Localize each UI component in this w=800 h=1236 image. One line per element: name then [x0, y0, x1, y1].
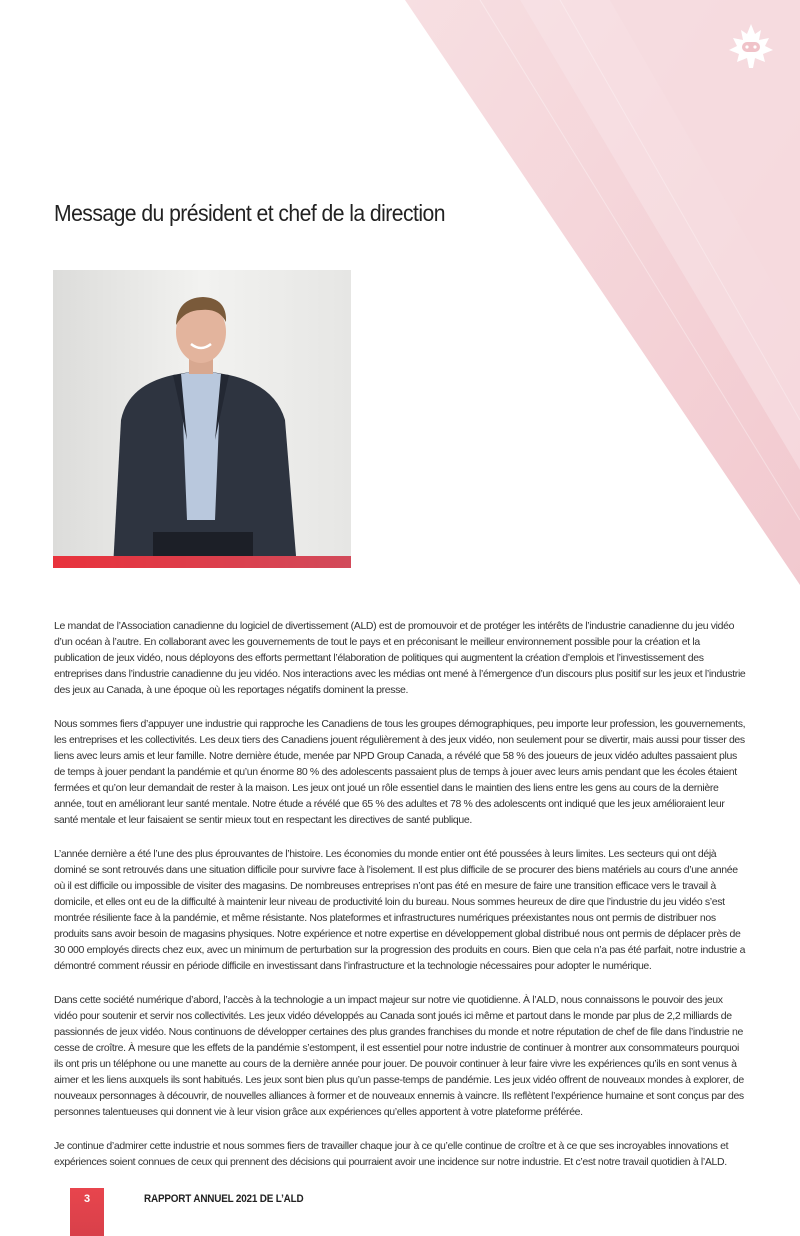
paragraph-1: Le mandat de l’Association canadienne du logiciel de divertissement (ALD) est de promouvoir et de protéger les intérêts de l’industrie canadienne du jeu vidéo d’un océan à l’autre. En collaborant avec les gouvernements de tout le pays et en préconisant le meilleur environnement possible pour la création et la publication de jeux vidéo, nous déployons des efforts permettant l’élaboration de politiques qui augmentent la création d’emplois et l’investissement des entreprises dans l’industrie canadienne du jeu vidéo. Nos interactions avec les médias ont mené à l’émergence d’un discours plus positif sur les jeux et l’industrie des jeux au Canada, à une époque où les reportages négatifs dominent la presse. — [54, 620, 746, 696]
footer-label: RAPPORT ANNUEL 2021 DE L’ALD — [144, 1193, 304, 1205]
paragraph-4: Dans cette société numérique d’abord, l’accès à la technologie a un impact majeur sur notre vie quotidienne. À l’ALD, nous connaissons le pouvoir des jeux vidéo pour soutenir et servir nos collectivités. Les jeux vidéo développés au Canada sont joués ici même et partout dans le monde par plus de 2,2 milliards de passionnés de jeux vidéo. Nous continuons de développer certaines des plus grandes franchises du monde et notre réputation de chef de file dans l’industrie ne cesse de croître. À mesure que les effets de la pandémie s’estompent, il est essentiel pour notre industrie de continuer à montrer aux consommateurs pourquoi ils ont pris un téléphone ou une manette au cours de la dernière année pour jouer. De pouvoir continuer à leur faire vivre les expériences qu’ils en sont venus à aimer et les liens auxquels ils sont habitués. Les jeux sont bien plus qu’un passe-temps de pandémie. Les jeux vidéo offrent de nouveaux mondes à explorer, de nouveaux personnages à découvrir, de nouvelles alliances à former et de nouveaux ennemis à vaincre. Ils reflètent l’expérience humaine et sont conçus par des personnes talentueuses qui donnent vie à leur vision grâce aux expériences qu’elles apportent à votre plateforme préférée. — [54, 994, 744, 1118]
maple-leaf-controller-icon — [727, 22, 775, 70]
paragraph-3: L’année dernière a été l’une des plus éprouvantes de l’histoire. Les économies du monde entier ont été poussées à leurs limites. Les secteurs qui ont déjà dominé se sont retrouvés dans une situation difficile pour survivre face à l’isolement. Il est plus difficile de se procurer des biens matériels au cours d’une année où il est difficile ou impossible de visiter des magasins. De nombreuses entreprises n’ont pas été en mesure de faire une transition efficace vers le travail à domicile, et elles ont eu de la difficulté à maintenir leur niveau de productivité loin du bureau. Nous sommes heureux de dire que l’industrie du jeu vidéo s’est montrée résiliente face à la pandémie, et même résistante. Nos plateformes et infrastructures numériques préexistantes nous ont permis de distribuer nos produits sans avoir besoin de magasins physiques. Notre expérience et notre expertise en développement global distribué nous ont permis de déplacer près de 30 000 employés directs chez eux, avec un minimum de perturbation sur la progression des produits en cours. Bien que cela n’a pas été parfait, notre industrie a démontré comment réussir en période difficile en investissant dans l’infrastructure et la technologie nécessaires pour adopter le numérique. — [54, 848, 746, 972]
paragraph-2: Nous sommes fiers d’appuyer une industrie qui rapproche les Canadiens de tous les groupes démographiques, peu importe leur profession, les gouvernements, les entreprises et les collectivités. Les deux tiers des Canadiens jouent régulièrement à des jeux vidéo, non seulement pour se divertir, mais aussi pour tisser des liens avec leurs amis et leur famille. Notre dernière étude, menée par NPD Group Canada, a révélé que 58 % des joueurs de jeux vidéo adultes passaient plus de temps à jouer pendant la pandémie et qu’un énorme 80 % des adolescents passaient plus de temps à jouer avec leurs amis pendant que les écoles étaient fermées et qu’on leur demandait de rester à la maison. Les jeux ont joué un rôle essentiel dans le maintien des liens entre les gens au cours de la dernière année, tout en améliorant leur santé mentale. Notre étude a révélé que 65 % des adultes et 78 % des adolescents ont indiqué que les jeux amélioraient leur santé mentale et leur faisaient se sentir mieux tout en respectant les directives de santé publique. — [54, 718, 746, 826]
paragraph-5: Je continue d’admirer cette industrie et nous sommes fiers de travailler chaque jour à ce qu’elle continue de croître et à ce que ses incroyables innovations et expériences soient connues de ceux qui prennent des décisions qui pourraient avoir une incidence sur notre industrie. Et c’est notre travail quotidien à l’ALD. — [54, 1140, 729, 1168]
page-number: 3 — [83, 1193, 91, 1205]
message-body — [54, 618, 746, 1188]
page-title: Message du président et chef de la direction — [54, 200, 445, 226]
president-portrait — [53, 270, 351, 568]
